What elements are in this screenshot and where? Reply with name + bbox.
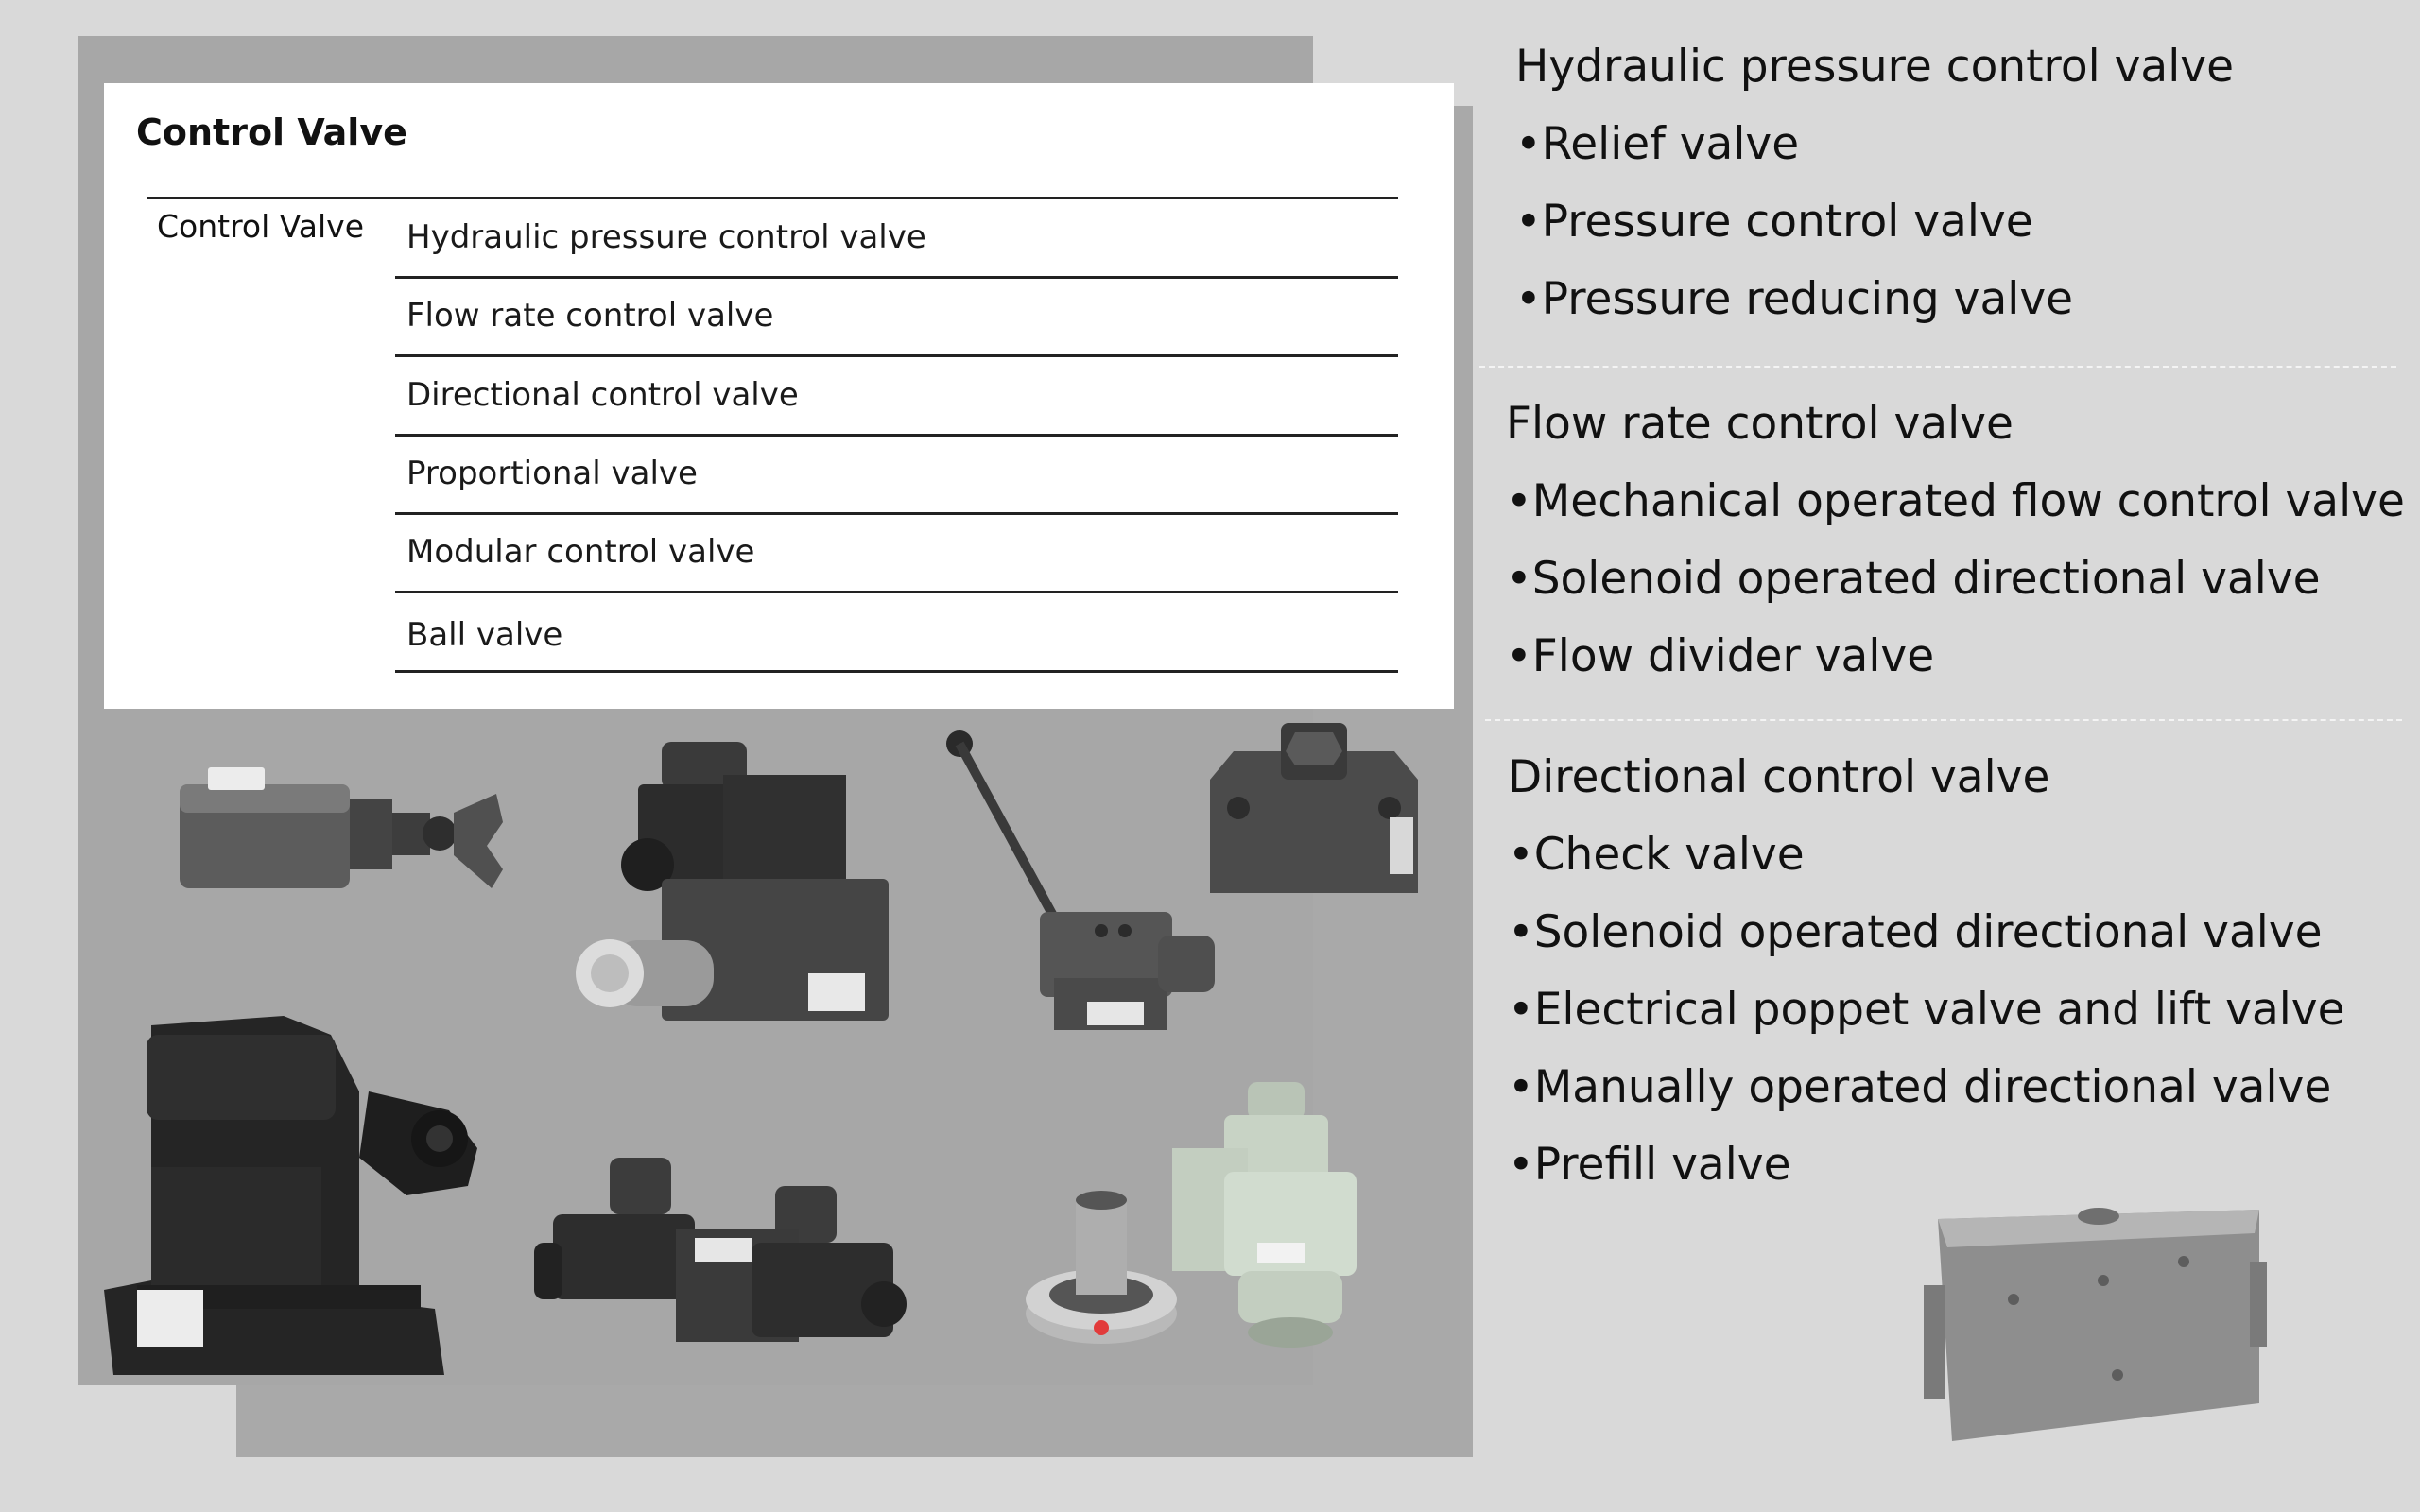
section-divider bbox=[1485, 719, 2402, 721]
list-item: •Pressure control valve bbox=[1515, 196, 2033, 248]
list-item: •Relief valve bbox=[1515, 118, 1800, 170]
solenoid-relief-valve-image bbox=[572, 732, 893, 1035]
section-divider bbox=[1479, 366, 2396, 368]
table-cell: Ball valve bbox=[406, 616, 563, 654]
list-item: •Solenoid operated directional valve bbox=[1508, 906, 2323, 958]
directional-control-section bbox=[1508, 739, 2345, 1204]
table-row bbox=[395, 357, 1398, 437]
table-cell: Directional control valve bbox=[406, 376, 799, 414]
list-item: •Solenoid operated directional valve bbox=[1506, 553, 2321, 605]
table-row bbox=[395, 436, 1398, 515]
list-item: •Manually operated directional valve bbox=[1508, 1061, 2332, 1113]
section-heading: Flow rate control valve bbox=[1506, 398, 2014, 450]
table-cell: Flow rate control valve bbox=[406, 297, 774, 335]
list-item: •Electrical poppet valve and lift valve bbox=[1508, 984, 2345, 1036]
list-item: •Prefill valve bbox=[1508, 1139, 1791, 1191]
relief-valve-image bbox=[170, 756, 510, 926]
check-block-valve-image bbox=[1196, 713, 1432, 902]
section-heading: Hydraulic pressure control valve bbox=[1515, 41, 2235, 93]
table-row bbox=[395, 278, 1398, 357]
large-pressure-valve-image bbox=[95, 997, 492, 1394]
manifold-block-image bbox=[1919, 1195, 2269, 1446]
table-cell: Proportional valve bbox=[406, 455, 698, 492]
solenoid-directional-valve-image bbox=[534, 1139, 912, 1375]
table-cell: Modular control valve bbox=[406, 533, 755, 571]
manual-lever-valve-image bbox=[936, 723, 1238, 1035]
list-item: •Flow divider valve bbox=[1506, 630, 1935, 682]
valve-categories-panel bbox=[1470, 0, 2420, 1228]
flow-control-section bbox=[1506, 386, 2405, 696]
list-item: •Mechanical operated flow control valve bbox=[1506, 475, 2405, 527]
table-row bbox=[395, 593, 1398, 673]
pressure-control-section bbox=[1515, 28, 2234, 338]
table-title: Control Valve bbox=[136, 112, 407, 153]
table-row bbox=[395, 199, 1398, 279]
cartridge-valve-image bbox=[1021, 1181, 1182, 1351]
control-valve-table bbox=[104, 83, 1454, 709]
section-heading: Directional control valve bbox=[1508, 751, 2050, 803]
table-category-cell: Control Valve bbox=[157, 208, 365, 245]
list-item: •Check valve bbox=[1508, 829, 1805, 881]
prefill-valve-image bbox=[1167, 1077, 1390, 1351]
table-cell: Hydraulic pressure control valve bbox=[406, 218, 926, 256]
list-item: •Pressure reducing valve bbox=[1515, 273, 2074, 325]
table-row bbox=[395, 514, 1398, 593]
